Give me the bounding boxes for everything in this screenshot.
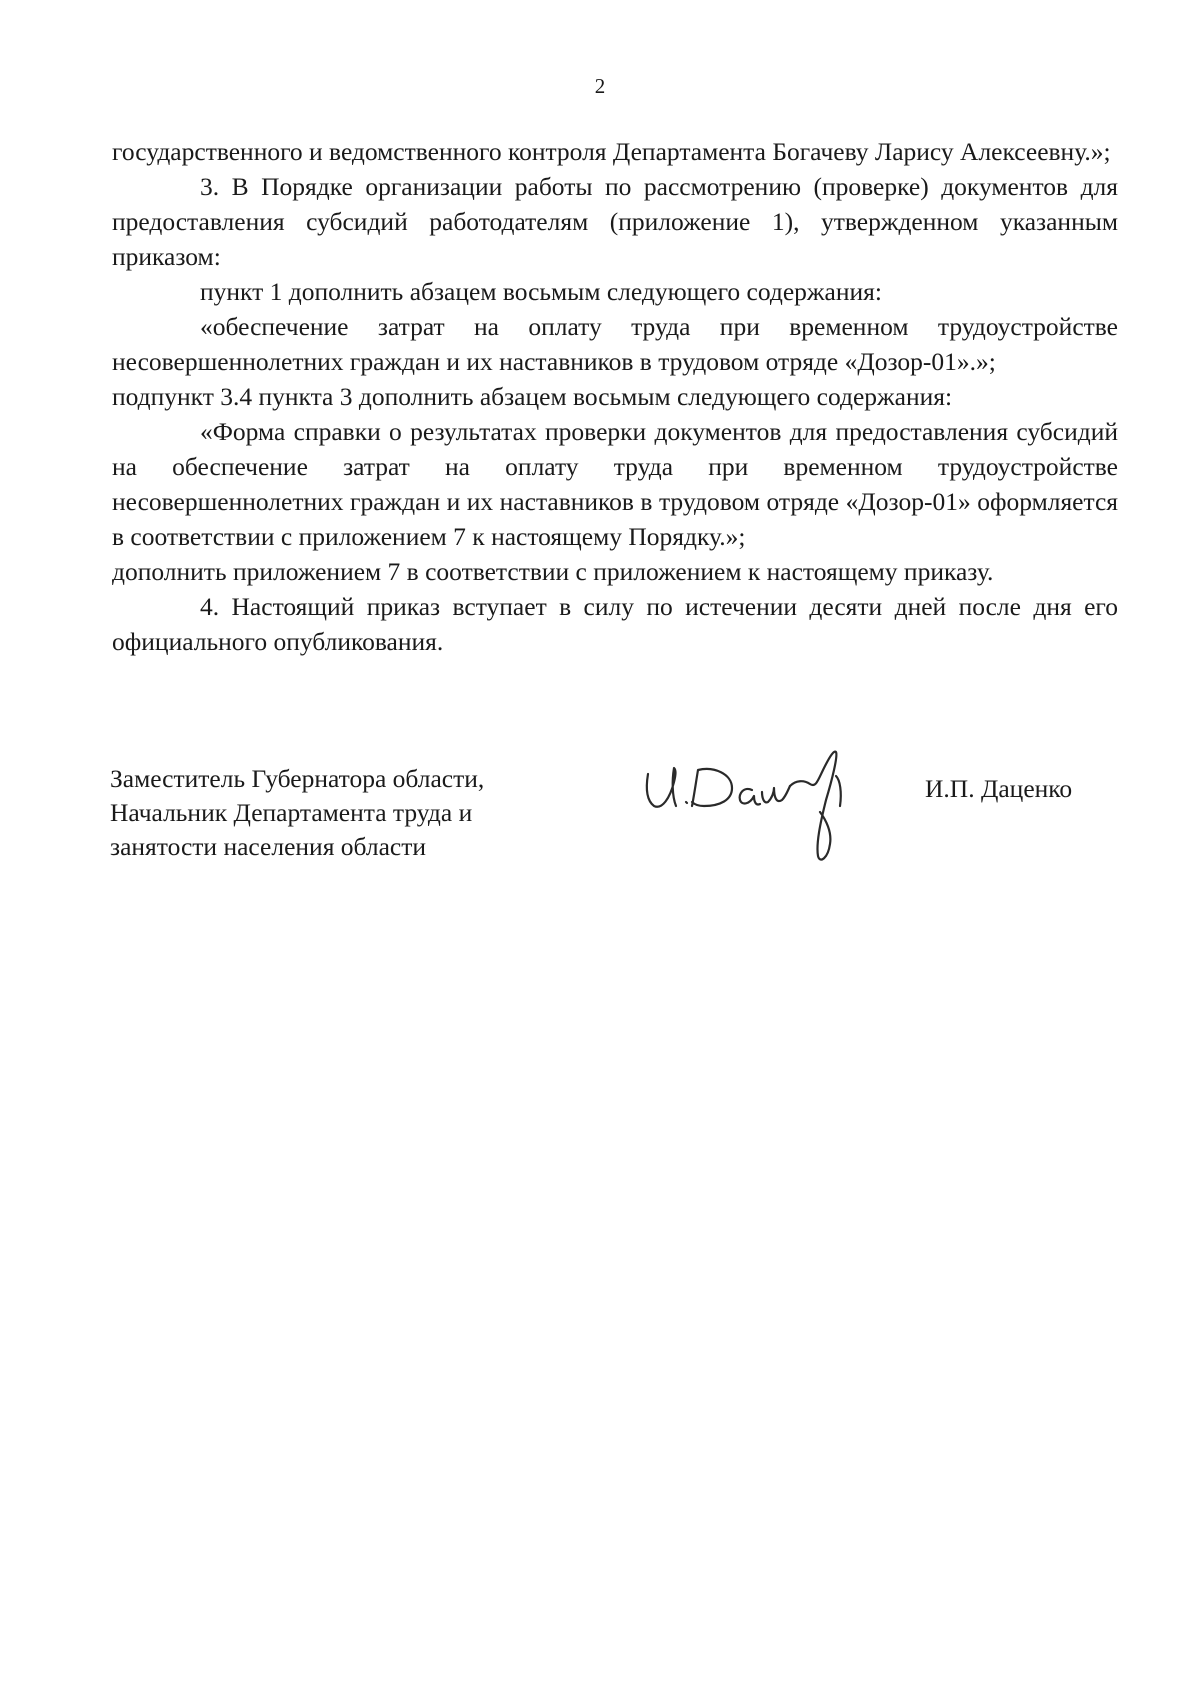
paragraph-continuation: государственного и ведомственного контроля Департамента Богачеву Ларису Алексеевну.»; [112, 137, 1111, 166]
document-body [112, 134, 1118, 659]
signature-block [0, 762, 1200, 882]
paragraph-subpoint-3-4: подпункт 3.4 пункта 3 дополнить абзацем восьмым следующего содержания: [112, 382, 953, 411]
signer-title-line-3: занятости населения области [110, 832, 427, 861]
paragraph-point-1: пункт 1 дополнить абзацем восьмым следующего содержания: [200, 277, 882, 306]
signer-title-line-2: Начальник Департамента труда и [110, 798, 473, 827]
paragraph-item-3: 3. В Порядке организации работы по рассмотрению (проверке) документов для предоставления субсидий работодателям (приложение 1), утвержденном указанным приказом: [112, 172, 1118, 271]
paragraph-item-4: 4. Настоящий приказ вступает в силу по истечении десяти дней после дня его официального опубликования. [112, 592, 1118, 656]
paragraph-quote-2: «Форма справки о результатах проверки документов для предоставления субсидий на обеспечение затрат на оплату труда при временном трудоустройстве несовершеннолетних граждан и их наставников в трудовом отряде «Дозор-01» оформляется в соответствии с приложением 7 к настоящему Порядку.»; [112, 417, 1118, 551]
page-number: 2 [594, 74, 606, 98]
paragraph-appendix-7: дополнить приложением 7 в соответствии с приложением к настоящему приказу. [112, 557, 994, 586]
paragraph-quote-1: «обеспечение затрат на оплату труда при временном трудоустройстве несовершеннолетних граждан и их наставников в трудовом отряде «Дозор-01».»; [112, 312, 1118, 376]
signer-title-line-1: Заместитель Губернатора области, [110, 764, 485, 793]
signer-name: И.П. Даценко [925, 774, 1073, 803]
signer-title [110, 762, 630, 864]
handwritten-signature [640, 740, 890, 870]
